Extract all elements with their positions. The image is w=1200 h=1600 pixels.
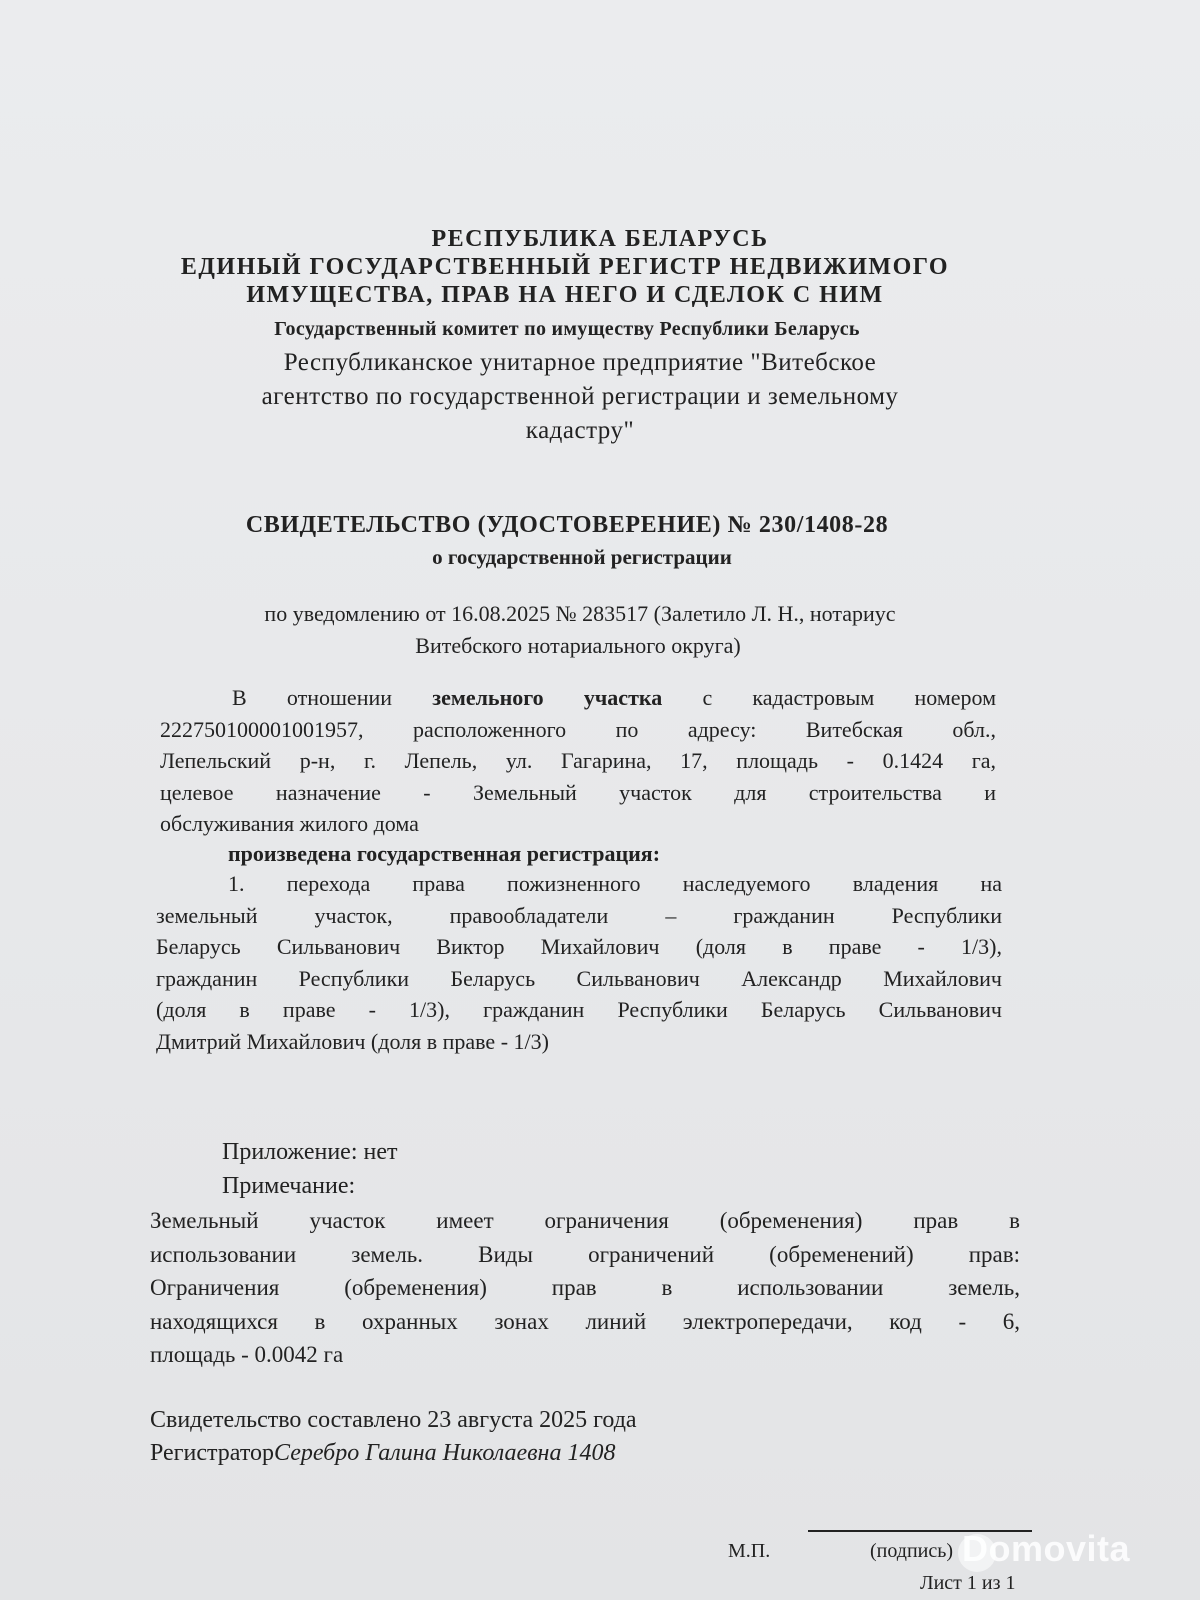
notice-line1: по уведомлению от 16.08.2025 № 283517 (Залетило Л. Н., нотариус [264,601,896,626]
note-line5: площадь - 0.0042 га [150,1342,344,1367]
header-country: РЕСПУБЛИКА БЕЛАРУСЬ [431,226,769,252]
header-register-line2: ИМУЩЕСТВА, ПРАВ НА НЕГО И СДЕЛОК С НИМ [246,282,884,308]
registration-item [156,868,1002,1057]
item-line2: земельный участок, правообладатели – гражданин Республики [156,902,1002,928]
agency-line3: кадастру" [525,417,635,444]
notice-line2: Витебского нотариального округа) [415,633,741,658]
land-plot-paragraph [160,682,996,840]
note-line1: Земельный участок имеет ограничения (обременения) прав в [150,1208,1020,1233]
watermark-logo: Domovita [962,1528,1131,1569]
agency-line2: агентство по государственной регистрации и земельному [261,383,899,410]
appendix-text: Приложение: нет [222,1139,398,1165]
registrar-line [150,1437,615,1469]
land-plot-line3: Лепельский р-н, г. Лепель, ул. Гагарина, 17, площадь - 0.1424 га, [160,748,996,773]
land-plot-line4: целевое назначение - Земельный участок для строительства и [160,779,996,805]
stamp-label: М.П. [728,1540,771,1562]
signature-label: (подпись) [870,1540,954,1562]
item-line6: Дмитрий Михайлович (доля в праве - 1/3) [156,1028,549,1054]
sheet-number: Лист 1 из 1 [920,1572,1016,1594]
note-paragraph [150,1204,1020,1372]
header-agency [190,346,970,448]
certificate-subtitle: о государственной регистрации [432,545,732,569]
certificate-title: СВИДЕТЕЛЬСТВО (УДОСТОВЕРЕНИЕ) № 230/1408-28 [245,512,889,538]
registrar-label: Регистратор [150,1440,275,1466]
note-label: Примечание: [222,1173,356,1199]
header-committee: Государственный комитет по имуществу Республики Беларусь [274,318,860,340]
land-plot-term: земельного участка [432,685,663,710]
agency-line1: Республиканское унитарное предприятие "Витебское [283,349,877,376]
registration-heading: произведена государственная регистрация: [228,841,661,866]
issue-date: Свидетельство составлено 23 августа 2025 года [150,1407,637,1433]
land-plot-line1: В отношении земельного участка с кадастровым номером [232,685,997,710]
item-line5: (доля в праве - 1/3), гражданин Республики Беларусь Сильванович [156,997,1002,1022]
item-line1: 1. перехода права пожизненного наследуемого владения на [228,871,1002,896]
land-plot-line5: обслуживания жилого дома [160,811,419,836]
header-register-line1: ЕДИНЫЙ ГОСУДАРСТВЕННЫЙ РЕГИСТР НЕДВИЖИМОГО [180,254,950,280]
registrar-name: Серебро Галина Николаевна 1408 [274,1440,616,1466]
note-line3: Ограничения (обременения) прав в использовании земель, [150,1275,1020,1300]
item-line3: Беларусь Сильванович Виктор Михайлович (доля в праве - 1/3), [156,934,1002,959]
note-line2: использовании земель. Виды ограничений (обременений) прав: [150,1241,1020,1267]
note-line4: находящихся в охранных зонах линий электропередачи, код - 6, [150,1308,1020,1334]
land-plot-line2: 222750100001001957, расположенного по адресу: Витебская обл., [160,716,996,742]
item-line4: гражданин Республики Беларусь Сильванович Александр Михайлович [156,965,1002,991]
